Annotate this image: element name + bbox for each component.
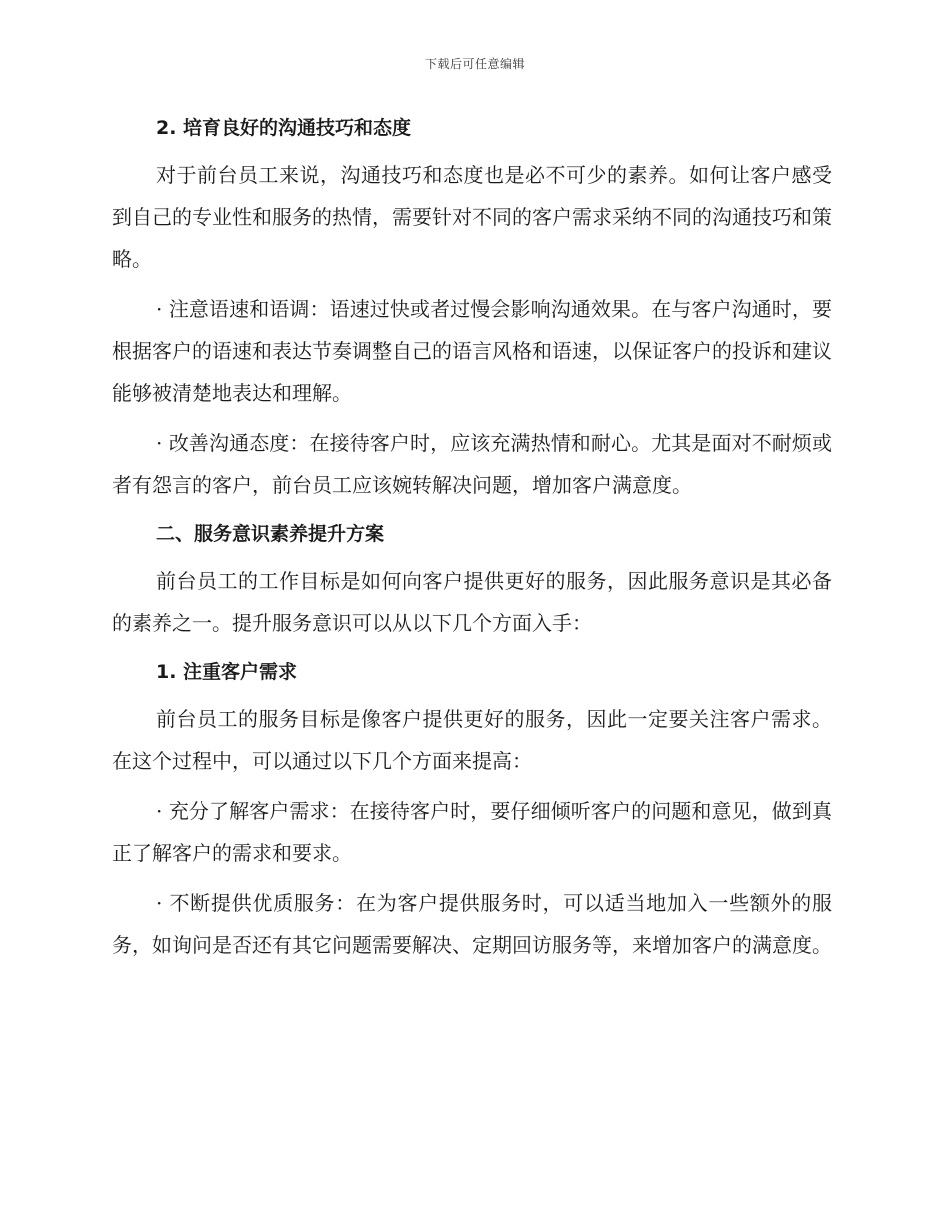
- section-heading-customer-needs: 1. 注重客户需求: [156, 661, 298, 683]
- paragraph-communication-intro: 对于前台员工来说，沟通技巧和态度也是必不可少的素养。如何让客户感受到自己的专业性和服务的热情，需要针对不同的客户需求采纳不同的沟通技巧和策略。: [112, 163, 832, 271]
- bullet-quality-service: · 不断提供优质服务：在为客户提供服务时，可以适当地加入一些额外的服务，如询问是否还有其它问题需要解决、定期回访服务等，来增加客户的满意度。: [112, 891, 832, 957]
- section-heading-service-awareness: 二、服务意识素养提升方案: [156, 523, 385, 545]
- document-body: [112, 108, 832, 974]
- bullet-speech-rate: · 注意语速和语调：语速过快或者过慢会影响沟通效果。在与客户沟通时，要根据客户的语速和表达节奏调整自己的语言风格和语速，以保证客户的投诉和建议能够被清楚地表达和理解。: [112, 297, 832, 405]
- bullet-understand-needs: · 充分了解客户需求：在接待客户时，要仔细倾听客户的问题和意见，做到真正了解客户的需求和要求。: [112, 799, 832, 865]
- bullet-communication-attitude: · 改善沟通态度：在接待客户时，应该充满热情和耐心。尤其是面对不耐烦或者有怨言的客户，前台员工应该婉转解决问题，增加客户满意度。: [112, 431, 832, 497]
- paragraph-service-awareness-intro: 前台员工的工作目标是如何向客户提供更好的服务，因此服务意识是其必备的素养之一。提升服务意识可以从以下几个方面入手：: [112, 569, 832, 635]
- section-heading-communication: 2. 培育良好的沟通技巧和态度: [156, 117, 412, 139]
- paragraph-customer-needs-intro: 前台员工的服务目标是像客户提供更好的服务，因此一定要关注客户需求。在这个过程中，可以通过以下几个方面来提高：: [112, 707, 832, 773]
- page-header-note: 下载后可任意编辑: [424, 57, 525, 71]
